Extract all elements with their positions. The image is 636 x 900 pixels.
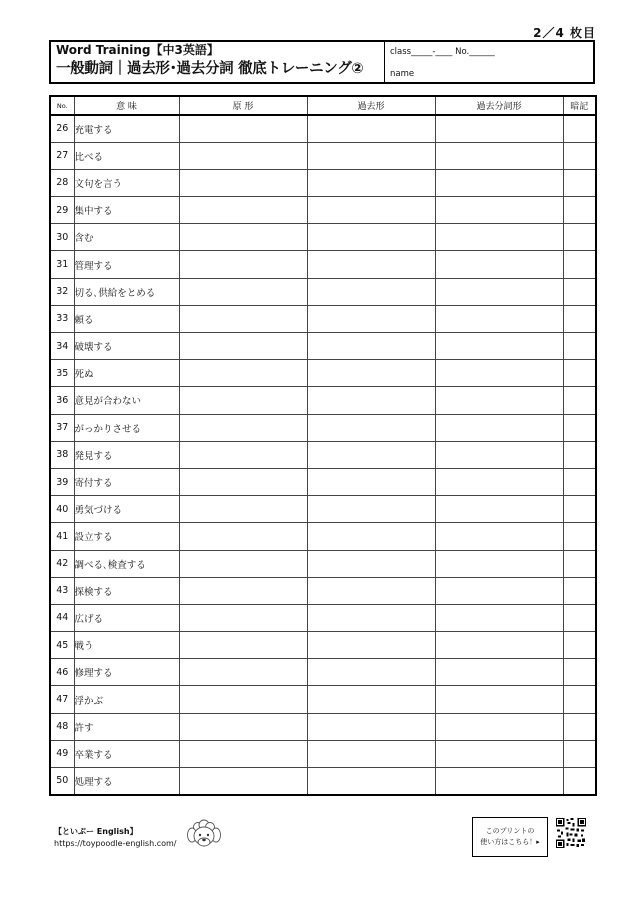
meaning-cell: 意見が合わない <box>74 387 179 414</box>
meaning-cell: 破壊する <box>74 333 179 360</box>
table-header-row <box>50 96 596 115</box>
memorized-check-cell[interactable] <box>563 278 596 305</box>
past-answer-cell[interactable] <box>307 360 435 387</box>
meaning-cell: 切る､供給をとめる <box>74 278 179 305</box>
past-answer-cell[interactable] <box>307 387 435 414</box>
base-form-answer-cell[interactable] <box>179 496 307 523</box>
table-row <box>50 115 596 142</box>
table-row <box>50 360 596 387</box>
memorized-check-cell[interactable] <box>563 251 596 278</box>
past-participle-answer-cell[interactable] <box>435 387 563 414</box>
table-row <box>50 713 596 740</box>
past-participle-answer-cell[interactable] <box>435 278 563 305</box>
row-number: 44 <box>50 604 74 631</box>
meaning-cell: 文句を言う <box>74 169 179 196</box>
past-participle-answer-cell[interactable] <box>435 142 563 169</box>
table-row <box>50 496 596 523</box>
past-participle-answer-cell[interactable] <box>435 740 563 767</box>
past-answer-cell[interactable] <box>307 441 435 468</box>
past-participle-answer-cell[interactable] <box>435 169 563 196</box>
memorized-check-cell[interactable] <box>563 523 596 550</box>
meaning-cell: 卒業する <box>74 740 179 767</box>
past-answer-cell[interactable] <box>307 224 435 251</box>
meaning-cell: 勇気づける <box>74 496 179 523</box>
past-answer-cell[interactable] <box>307 278 435 305</box>
table-row <box>50 305 596 332</box>
table-row <box>50 333 596 360</box>
row-number: 46 <box>50 659 74 686</box>
row-number: 41 <box>50 523 74 550</box>
site-url-link[interactable]: https://toypoodle-english.com/ <box>54 839 177 848</box>
memorized-check-cell[interactable] <box>563 659 596 686</box>
row-number: 43 <box>50 577 74 604</box>
past-answer-cell[interactable] <box>307 305 435 332</box>
usage-guide-text-2: 使い方はこちら！▸ <box>480 838 540 846</box>
past-participle-answer-cell[interactable] <box>435 251 563 278</box>
memorized-check-cell[interactable] <box>563 577 596 604</box>
base-form-answer-cell[interactable] <box>179 577 307 604</box>
meaning-cell: 発見する <box>74 441 179 468</box>
past-participle-answer-cell[interactable] <box>435 441 563 468</box>
base-form-answer-cell[interactable] <box>179 305 307 332</box>
meaning-cell: 管理する <box>74 251 179 278</box>
past-participle-answer-cell[interactable] <box>435 414 563 441</box>
column-header-past: 過去形 <box>307 96 435 115</box>
toy-poodle-icon <box>184 818 224 850</box>
meaning-cell: 集中する <box>74 197 179 224</box>
past-answer-cell[interactable] <box>307 686 435 713</box>
past-participle-answer-cell[interactable] <box>435 768 563 795</box>
memorized-check-cell[interactable] <box>563 468 596 495</box>
worksheet-subtitle: 一般動詞｜過去形･過去分詞 徹底トレーニング② <box>56 61 364 77</box>
meaning-cell: 処理する <box>74 768 179 795</box>
memorized-check-cell[interactable] <box>563 604 596 631</box>
class-number-field[interactable]: class_____-____ No.______ <box>390 47 495 57</box>
column-header-no: No. <box>50 96 74 115</box>
meaning-cell: 頼る <box>74 305 179 332</box>
name-field[interactable]: name <box>390 69 415 79</box>
memorized-check-cell[interactable] <box>563 713 596 740</box>
page-number: 2／4 枚目 <box>533 26 596 40</box>
meaning-cell: 戦う <box>74 632 179 659</box>
column-header-meaning: 意 味 <box>74 96 179 115</box>
base-form-answer-cell[interactable] <box>179 632 307 659</box>
meaning-cell: 寄付する <box>74 468 179 495</box>
base-form-answer-cell[interactable] <box>179 224 307 251</box>
base-form-answer-cell[interactable] <box>179 197 307 224</box>
base-form-answer-cell[interactable] <box>179 142 307 169</box>
past-answer-cell[interactable] <box>307 414 435 441</box>
column-header-base-form: 原 形 <box>179 96 307 115</box>
meaning-cell: 比べる <box>74 142 179 169</box>
memorized-check-cell[interactable] <box>563 142 596 169</box>
memorized-check-cell[interactable] <box>563 197 596 224</box>
usage-guide-link[interactable] <box>472 817 548 857</box>
row-number: 29 <box>50 197 74 224</box>
table-row <box>50 632 596 659</box>
past-answer-cell[interactable] <box>307 659 435 686</box>
past-answer-cell[interactable] <box>307 115 435 142</box>
brand-name: 【といぷー English】 <box>54 827 138 836</box>
base-form-answer-cell[interactable] <box>179 278 307 305</box>
past-participle-answer-cell[interactable] <box>435 577 563 604</box>
base-form-answer-cell[interactable] <box>179 115 307 142</box>
row-number: 27 <box>50 142 74 169</box>
past-participle-answer-cell[interactable] <box>435 686 563 713</box>
table-row <box>50 468 596 495</box>
table-row <box>50 577 596 604</box>
row-number: 35 <box>50 360 74 387</box>
base-form-answer-cell[interactable] <box>179 768 307 795</box>
memorized-check-cell[interactable] <box>563 768 596 795</box>
row-number: 34 <box>50 333 74 360</box>
student-info-block <box>385 42 593 82</box>
table-row <box>50 224 596 251</box>
base-form-answer-cell[interactable] <box>179 686 307 713</box>
table-row <box>50 686 596 713</box>
table-row <box>50 523 596 550</box>
past-participle-answer-cell[interactable] <box>435 659 563 686</box>
base-form-answer-cell[interactable] <box>179 414 307 441</box>
base-form-answer-cell[interactable] <box>179 740 307 767</box>
table-row <box>50 278 596 305</box>
row-number: 31 <box>50 251 74 278</box>
meaning-cell: 充電する <box>74 115 179 142</box>
past-participle-answer-cell[interactable] <box>435 468 563 495</box>
meaning-cell: 死ぬ <box>74 360 179 387</box>
past-participle-answer-cell[interactable] <box>435 224 563 251</box>
base-form-answer-cell[interactable] <box>179 523 307 550</box>
usage-guide-text-1: このプリントの <box>485 827 535 835</box>
table-row <box>50 414 596 441</box>
past-participle-answer-cell[interactable] <box>435 713 563 740</box>
past-answer-cell[interactable] <box>307 577 435 604</box>
table-row <box>50 387 596 414</box>
row-number: 42 <box>50 550 74 577</box>
meaning-cell: 許す <box>74 713 179 740</box>
past-answer-cell[interactable] <box>307 740 435 767</box>
table-row <box>50 251 596 278</box>
base-form-answer-cell[interactable] <box>179 387 307 414</box>
past-answer-cell[interactable] <box>307 768 435 795</box>
row-number: 49 <box>50 740 74 767</box>
past-answer-cell[interactable] <box>307 604 435 631</box>
base-form-answer-cell[interactable] <box>179 713 307 740</box>
memorized-check-cell[interactable] <box>563 686 596 713</box>
past-participle-answer-cell[interactable] <box>435 115 563 142</box>
past-participle-answer-cell[interactable] <box>435 523 563 550</box>
memorized-check-cell[interactable] <box>563 441 596 468</box>
memorized-check-cell[interactable] <box>563 169 596 196</box>
past-answer-cell[interactable] <box>307 713 435 740</box>
vocabulary-table <box>49 95 597 796</box>
table-row <box>50 604 596 631</box>
base-form-answer-cell[interactable] <box>179 360 307 387</box>
table-row <box>50 740 596 767</box>
base-form-answer-cell[interactable] <box>179 251 307 278</box>
past-participle-answer-cell[interactable] <box>435 360 563 387</box>
past-answer-cell[interactable] <box>307 197 435 224</box>
memorized-check-cell[interactable] <box>563 496 596 523</box>
past-answer-cell[interactable] <box>307 496 435 523</box>
row-number: 32 <box>50 278 74 305</box>
base-form-answer-cell[interactable] <box>179 659 307 686</box>
past-participle-answer-cell[interactable] <box>435 305 563 332</box>
past-participle-answer-cell[interactable] <box>435 496 563 523</box>
base-form-answer-cell[interactable] <box>179 550 307 577</box>
worksheet-title: Word Training【中3英語】 <box>56 43 219 57</box>
row-number: 28 <box>50 169 74 196</box>
worksheet-header <box>49 40 595 84</box>
base-form-answer-cell[interactable] <box>179 169 307 196</box>
past-answer-cell[interactable] <box>307 523 435 550</box>
meaning-cell: 含む <box>74 224 179 251</box>
row-number: 47 <box>50 686 74 713</box>
base-form-answer-cell[interactable] <box>179 468 307 495</box>
meaning-cell: 浮かぶ <box>74 686 179 713</box>
table-row <box>50 142 596 169</box>
memorized-check-cell[interactable] <box>563 550 596 577</box>
past-participle-answer-cell[interactable] <box>435 197 563 224</box>
meaning-cell: 調べる､検査する <box>74 550 179 577</box>
row-number: 50 <box>50 768 74 795</box>
meaning-cell: 修理する <box>74 659 179 686</box>
meaning-cell: 広げる <box>74 604 179 631</box>
memorized-check-cell[interactable] <box>563 387 596 414</box>
qr-code-icon[interactable] <box>556 818 586 848</box>
memorized-check-cell[interactable] <box>563 414 596 441</box>
meaning-cell: 探検する <box>74 577 179 604</box>
table-row <box>50 659 596 686</box>
column-header-memorized: 暗記 <box>563 96 596 115</box>
past-answer-cell[interactable] <box>307 550 435 577</box>
row-number: 30 <box>50 224 74 251</box>
past-answer-cell[interactable] <box>307 169 435 196</box>
row-number: 48 <box>50 713 74 740</box>
memorized-check-cell[interactable] <box>563 360 596 387</box>
memorized-check-cell[interactable] <box>563 632 596 659</box>
row-number: 26 <box>50 115 74 142</box>
base-form-answer-cell[interactable] <box>179 441 307 468</box>
base-form-answer-cell[interactable] <box>179 604 307 631</box>
row-number: 36 <box>50 387 74 414</box>
memorized-check-cell[interactable] <box>563 740 596 767</box>
meaning-cell: 設立する <box>74 523 179 550</box>
memorized-check-cell[interactable] <box>563 224 596 251</box>
table-row <box>50 441 596 468</box>
past-answer-cell[interactable] <box>307 468 435 495</box>
meaning-cell: がっかりさせる <box>74 414 179 441</box>
row-number: 39 <box>50 468 74 495</box>
past-participle-answer-cell[interactable] <box>435 604 563 631</box>
table-row <box>50 197 596 224</box>
row-number: 40 <box>50 496 74 523</box>
past-answer-cell[interactable] <box>307 251 435 278</box>
past-answer-cell[interactable] <box>307 632 435 659</box>
title-block <box>51 42 385 82</box>
table-row <box>50 550 596 577</box>
row-number: 33 <box>50 305 74 332</box>
past-participle-answer-cell[interactable] <box>435 333 563 360</box>
memorized-check-cell[interactable] <box>563 305 596 332</box>
past-participle-answer-cell[interactable] <box>435 632 563 659</box>
row-number: 45 <box>50 632 74 659</box>
past-answer-cell[interactable] <box>307 142 435 169</box>
row-number: 37 <box>50 414 74 441</box>
memorized-check-cell[interactable] <box>563 115 596 142</box>
table-row <box>50 768 596 795</box>
base-form-answer-cell[interactable] <box>179 333 307 360</box>
past-answer-cell[interactable] <box>307 333 435 360</box>
column-header-past-participle: 過去分詞形 <box>435 96 563 115</box>
row-number: 38 <box>50 441 74 468</box>
table-row <box>50 169 596 196</box>
past-participle-answer-cell[interactable] <box>435 550 563 577</box>
memorized-check-cell[interactable] <box>563 333 596 360</box>
